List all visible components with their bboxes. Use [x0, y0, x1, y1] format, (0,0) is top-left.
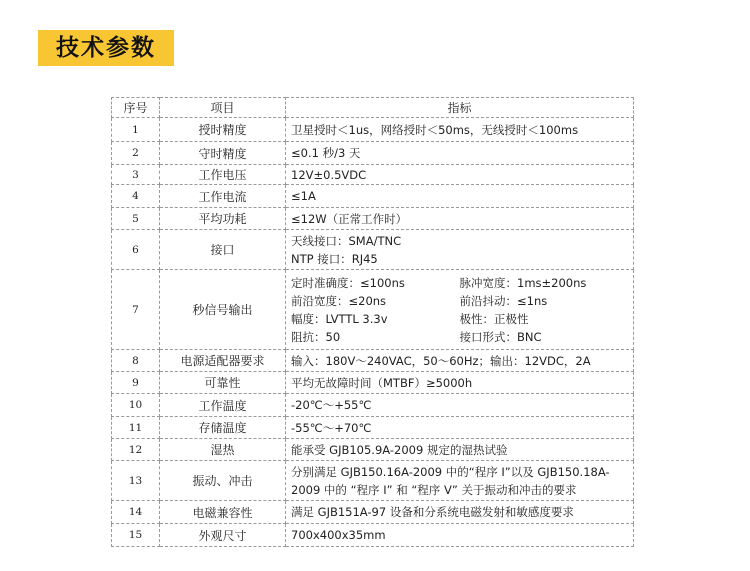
row-item: 存储温度 — [160, 417, 286, 439]
row-item: 授时精度 — [160, 118, 286, 142]
table-row — [112, 142, 634, 165]
spec-line: 12V±0.5VDC — [291, 167, 367, 182]
spec-table — [111, 97, 634, 547]
row-no: 8 — [112, 350, 160, 372]
row-no: 7 — [112, 270, 160, 350]
table-row — [112, 208, 634, 230]
spec-line: -20℃～+55℃ — [291, 398, 372, 412]
table-row — [112, 501, 634, 524]
table-row — [112, 230, 634, 270]
row-no: 4 — [112, 185, 160, 208]
spec-line: 定时准确度：≤100ns — [291, 275, 405, 290]
row-item: 电源适配器要求 — [160, 350, 286, 372]
row-no: 9 — [112, 372, 160, 394]
row-spec — [286, 208, 634, 230]
spec-line: 能承受 GJB105.9A-2009 规定的湿热试验 — [291, 442, 508, 457]
row-item: 工作电压 — [160, 165, 286, 185]
spec-line: 接口形式：BNC — [459, 329, 542, 344]
row-no: 2 — [112, 142, 160, 165]
row-spec — [286, 501, 634, 524]
row-item: 平均功耗 — [160, 208, 286, 230]
row-no: 11 — [112, 417, 160, 439]
row-no: 15 — [112, 524, 160, 547]
row-spec — [286, 165, 634, 185]
row-spec — [286, 394, 634, 417]
table-row — [112, 417, 634, 439]
row-spec — [286, 417, 634, 439]
row-spec — [286, 372, 634, 394]
row-no: 12 — [112, 439, 160, 461]
table-row — [112, 118, 634, 142]
spec-line: 天线接口：SMA/TNC — [291, 233, 402, 248]
row-item: 接口 — [160, 230, 286, 270]
section-heading: 技术参数 — [38, 30, 174, 66]
spec-line: 满足 GJB151A-97 设备和分系统电磁发射和敏感度要求 — [291, 505, 574, 519]
spec-line: 阻抗：50 — [291, 329, 341, 344]
row-item: 工作温度 — [160, 394, 286, 417]
spec-line: ≤0.1 秒/3 天 — [291, 146, 361, 160]
row-spec — [286, 270, 634, 350]
row-spec — [286, 350, 634, 372]
row-item: 湿热 — [160, 439, 286, 461]
row-item: 工作电流 — [160, 185, 286, 208]
row-item: 守时精度 — [160, 142, 286, 165]
table-header-row — [112, 98, 634, 118]
table-row — [112, 350, 634, 372]
header-no: 序号 — [112, 98, 160, 118]
row-no: 3 — [112, 165, 160, 185]
table-row — [112, 372, 634, 394]
row-item: 振动、冲击 — [160, 461, 286, 501]
spec-line: 输入：180V～240VAC，50～60Hz；输出：12VDC，2A — [291, 353, 591, 368]
spec-line: 2009 中的 “程序 I” 和 “程序 V” 关于振动和冲击的要求 — [291, 482, 577, 497]
table-row — [112, 185, 634, 208]
spec-line: ≤1A — [291, 189, 316, 203]
spec-line: 极性：正极性 — [459, 311, 529, 326]
row-item: 电磁兼容性 — [160, 501, 286, 524]
spec-line: 平均无故障时间（MTBF）≥5000h — [291, 375, 473, 390]
row-spec — [286, 142, 634, 165]
row-spec — [286, 461, 634, 501]
table-row — [112, 270, 634, 350]
header-spec: 指标 — [286, 98, 634, 118]
row-item: 可靠性 — [160, 372, 286, 394]
table-row — [112, 461, 634, 501]
header-item: 项目 — [160, 98, 286, 118]
spec-line: 卫星授时＜1us，网络授时＜50ms，无线授时＜100ms — [291, 122, 579, 137]
spec-line: 脉冲宽度：1ms±200ns — [459, 275, 587, 290]
row-no: 13 — [112, 461, 160, 501]
row-no: 10 — [112, 394, 160, 417]
spec-line: 前沿抖动：≤1ns — [459, 293, 548, 308]
row-spec — [286, 185, 634, 208]
row-no: 5 — [112, 208, 160, 230]
table-row — [112, 165, 634, 185]
row-spec — [286, 439, 634, 461]
table-row — [112, 439, 634, 461]
row-no: 6 — [112, 230, 160, 270]
spec-line: 前沿宽度：≤20ns — [291, 293, 387, 308]
table-row — [112, 524, 634, 547]
row-spec — [286, 118, 634, 142]
spec-line: ≤12W（正常工作时） — [291, 211, 408, 226]
row-item: 外观尺寸 — [160, 524, 286, 547]
spec-line: NTP 接口：RJ45 — [291, 251, 378, 266]
row-spec — [286, 230, 634, 270]
row-spec — [286, 524, 634, 547]
row-item: 秒信号输出 — [160, 270, 286, 350]
spec-line: 700x400x35mm — [291, 528, 386, 542]
pps-spec-grid — [291, 274, 628, 346]
row-no: 14 — [112, 501, 160, 524]
row-no: 1 — [112, 118, 160, 142]
spec-line: -55℃～+70℃ — [291, 420, 372, 435]
spec-line: 分别满足 GJB150.16A-2009 中的“程序 I”以及 GJB150.18A- — [291, 464, 610, 479]
table-row — [112, 394, 634, 417]
spec-line: 幅度：LVTTL 3.3v — [291, 311, 388, 326]
